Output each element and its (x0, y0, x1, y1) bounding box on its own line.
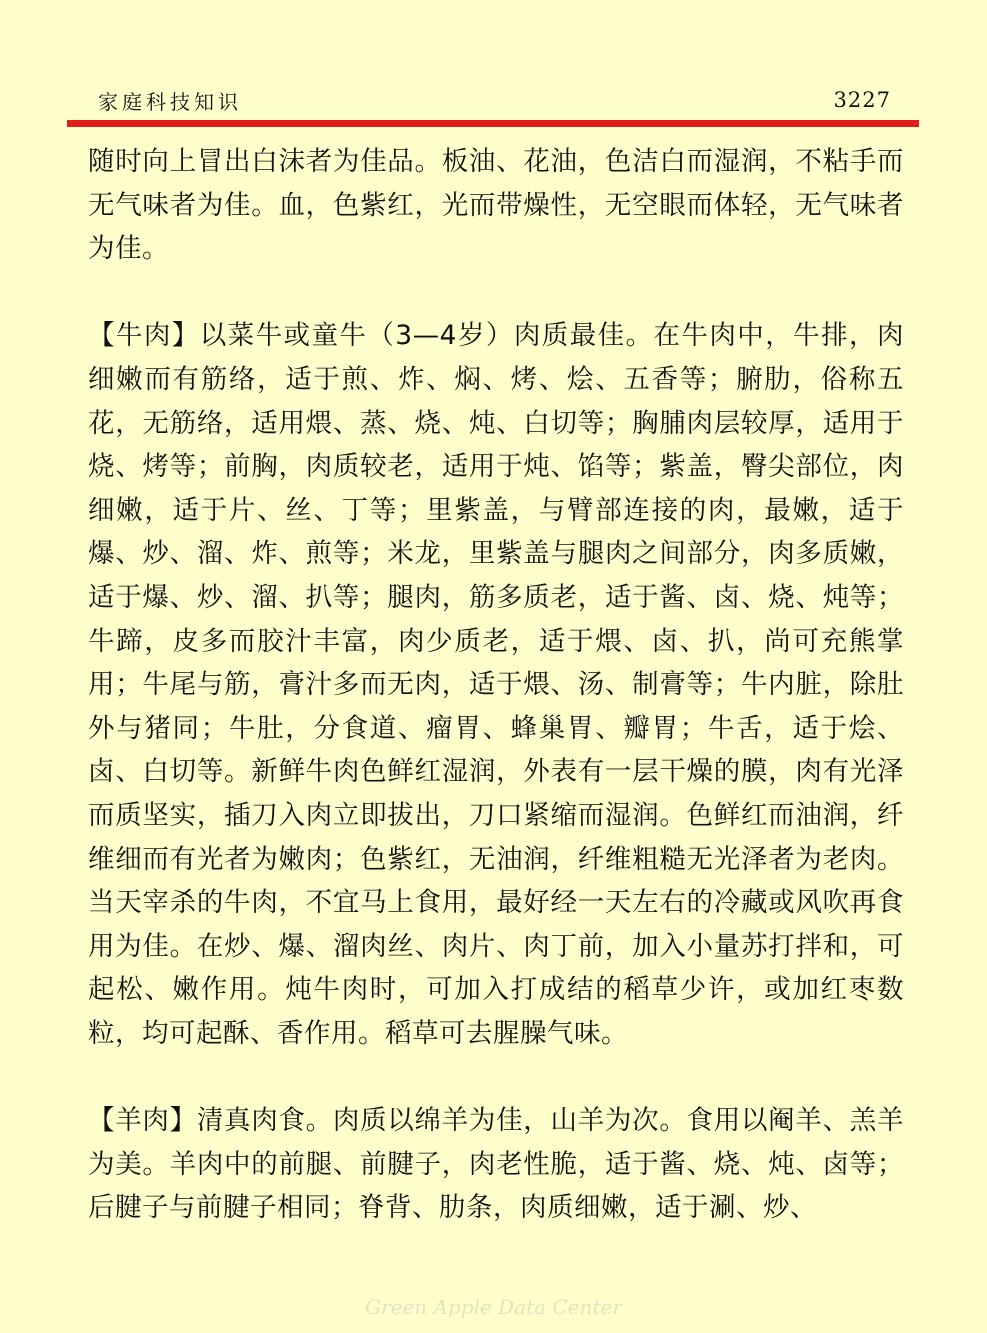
page-number: 3227 (833, 88, 891, 112)
page-body (88, 140, 904, 1230)
paragraph-pork-fat-blood: 随时向上冒出白沫者为佳品。板油、花油，色洁白而湿润，不粘手而无气味者为佳。血，色紫红，光而带燥性，无空眼而体轻，无气味者为佳。 (88, 146, 904, 265)
watermark: Green Apple Data Center (365, 1295, 622, 1319)
header-rule (67, 120, 919, 127)
paragraph-beef: 【牛肉】以菜牛或童牛（3—4岁）肉质最佳。在牛肉中，牛排，肉细嫩而有筋络，适于煎、炸、焖、烤、烩、五香等；腑肋，俗称五花，无筋络，适用煨、蒸、烧、炖、白切等；胸脯肉层较厚，适用于烧、烤等；前胸，肉质较老，适用于炖、馅等；紫盖，臀尖部位，肉细嫩，适于片、丝、丁等；里紫盖，与臂部连接的肉，最嫩，适于爆、炒、溜、炸、煎等；米龙，里紫盖与腿肉之间部分，肉多质嫩，适于爆、炒、溜、扒等；腿肉，筋多质老，适于酱、卤、烧、炖等；牛蹄，皮多而胶汁丰富，肉少质老，适于煨、卤、扒，尚可充熊掌用；牛尾与筋，膏汁多而无肉，适于煨、汤、制膏等；牛内脏，除肚外与猪同；牛肚，分食道、瘤胃、蜂巢胃、瓣胃；牛舌，适于烩、卤、白切等。新鲜牛肉色鲜红湿润，外表有一层干燥的膜，肉有光泽而质坚实，插刀入肉立即拔出，刀口紧缩而湿润。色鲜红而油润，纤维细而有光者为嫩肉；色紫红，无油润，纤维粗糙无光泽者为老肉。当天宰杀的牛肉，不宜马上食用，最好经一天左右的冷藏或风吹再食用为佳。在炒、爆、溜肉丝、肉片、肉丁前，加入小量苏打拌和，可起松、嫩作用。炖牛肉时，可加入打成结的稻草少许，或加红枣数粒，均可起酥、香作用。稻草可去腥臊气味。 (88, 320, 904, 1049)
paragraph-mutton: 【羊肉】清真肉食。肉质以绵羊为佳，山羊为次。食用以阉羊、羔羊为美。羊肉中的前腿、前腱子，肉老性脆，适于酱、烧、炖、卤等；后腱子与前腱子相同；脊背、肋条，肉质细嫩，适于涮、炒、 (88, 1105, 904, 1224)
running-header-title: 家庭科技知识 (98, 90, 242, 114)
